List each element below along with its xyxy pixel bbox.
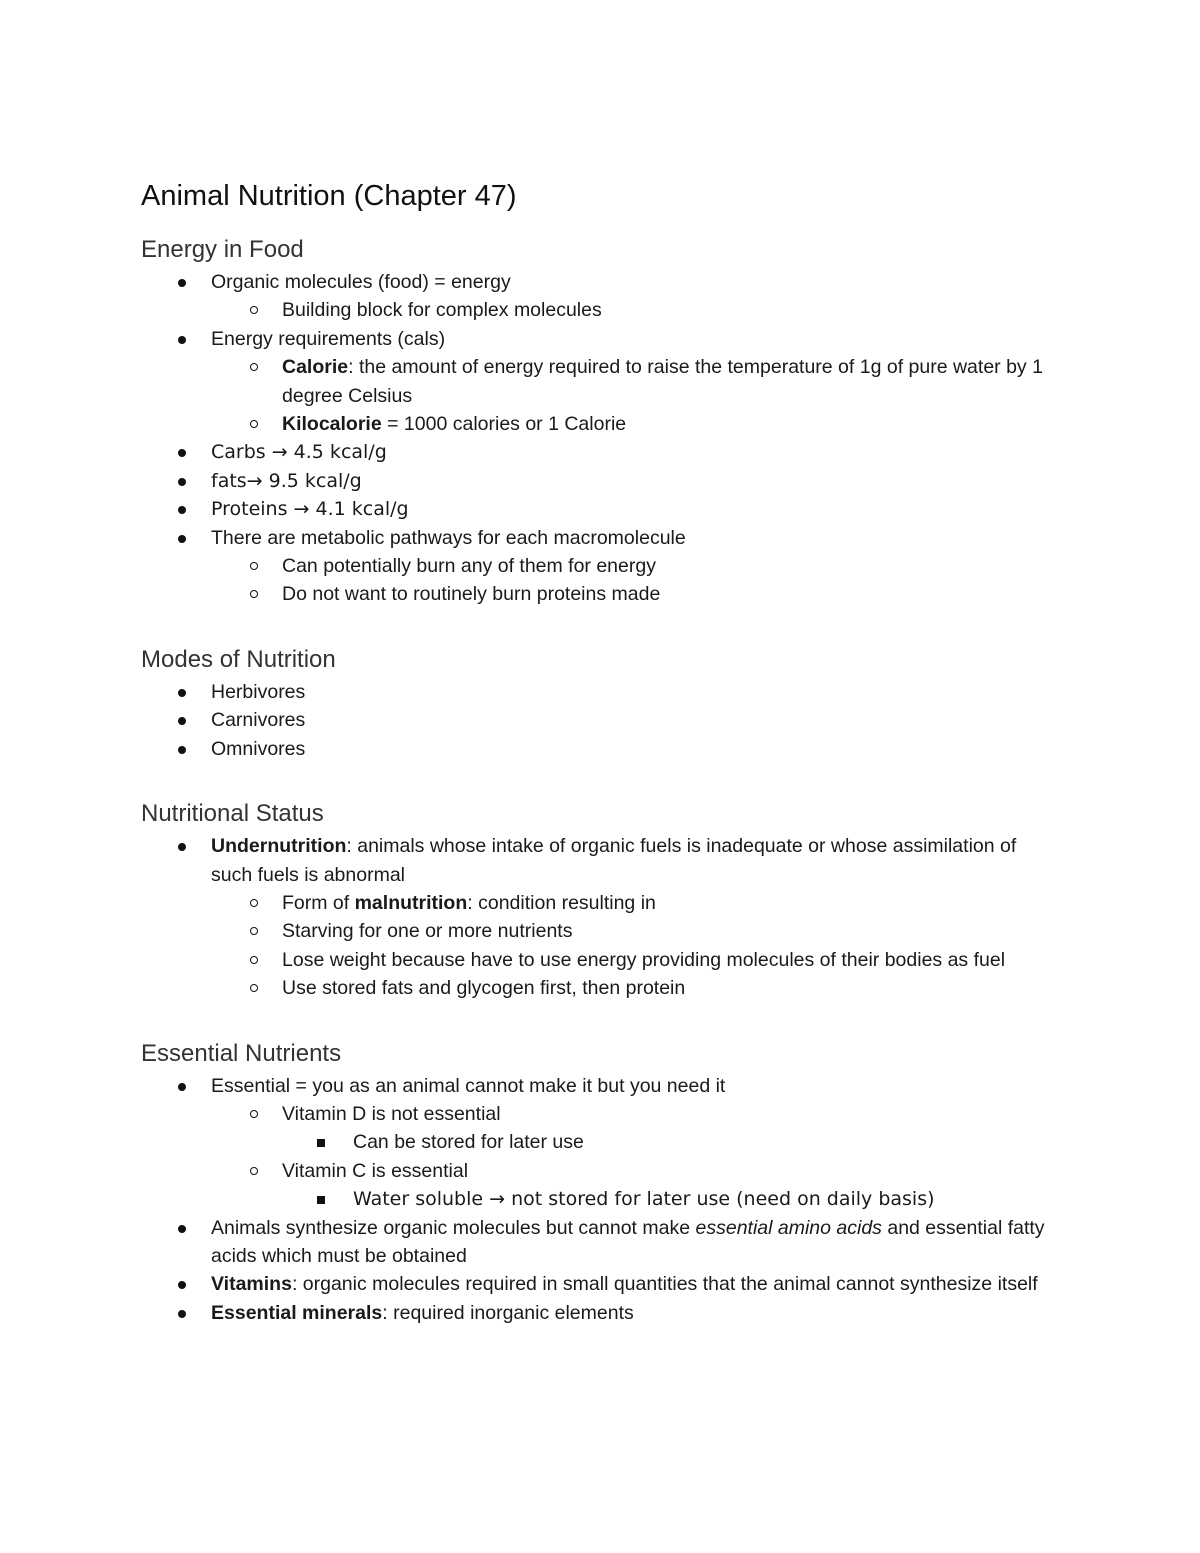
bullet-circle-icon	[250, 306, 258, 314]
bullet-circle-icon	[250, 420, 258, 428]
bullet-disc-icon	[178, 717, 186, 725]
heading-essential-nutrients: Essential Nutrients	[141, 1039, 342, 1067]
list-item: Kilocalorie = 1000 calories or 1 Calorie	[141, 410, 1051, 438]
list-status	[141, 832, 1051, 1002]
bullet-circle-icon	[250, 984, 258, 992]
list-item: Water soluble → not stored for later use (need on daily basis)	[141, 1185, 1051, 1213]
document-page	[141, 176, 1051, 1327]
list-item: Proteins → 4.1 kcal/g	[141, 495, 1051, 523]
list-item: Carnivores	[141, 706, 1051, 734]
list-item: Omnivores	[141, 735, 1051, 763]
bullet-disc-icon	[178, 1281, 186, 1289]
list-item: Organic molecules (food) = energy Building block for complex molecules	[141, 268, 1051, 325]
list-item: Starving for one or more nutrients	[141, 917, 1051, 945]
bullet-circle-icon	[250, 590, 258, 598]
term-essential-minerals: Essential minerals	[211, 1301, 383, 1324]
bullet-disc-icon	[178, 1083, 186, 1091]
list-item: Herbivores	[141, 678, 1051, 706]
bullet-circle-icon	[250, 899, 258, 907]
bullet-circle-icon	[250, 1167, 258, 1175]
list-energy	[141, 268, 1051, 609]
heading-nutritional-status: Nutritional Status	[141, 800, 324, 828]
list-item: Use stored fats and glycogen first, then protein	[141, 974, 1051, 1002]
list-item: Carbs → 4.5 kcal/g	[141, 438, 1051, 466]
bullet-circle-icon	[250, 956, 258, 964]
list-item: Form of malnutrition: condition resulting in	[141, 889, 1051, 917]
list-item: Building block for complex molecules	[141, 296, 1051, 324]
list-modes	[141, 678, 1051, 763]
list-item: Vitamin D is not essential Can be stored for later use	[141, 1100, 1051, 1157]
list-item: Essential = you as an animal cannot make it but you need it Vitamin D is not essential Can be stored for later use Vitamin C is essential Water soluble → not stored for later use (need on daily basis)	[141, 1072, 1051, 1214]
bullet-circle-icon	[250, 363, 258, 371]
term-kilocalorie: Kilocalorie	[282, 413, 382, 436]
bullet-disc-icon	[178, 279, 186, 287]
list-item: Vitamin C is essential Water soluble → not stored for later use (need on daily basis)	[141, 1157, 1051, 1214]
document-title: Animal Nutrition (Chapter 47)	[141, 180, 517, 212]
bullet-disc-icon	[178, 449, 186, 457]
list-item: Energy requirements (cals) Calorie: the amount of energy required to raise the temperature of 1g of pure water by 1 degree Celsius Kilocalorie = 1000 calories or 1 Calorie	[141, 325, 1051, 439]
list-item: Animals synthesize organic molecules but cannot make essential amino acids and essential fatty acids which must be obtained	[141, 1214, 1051, 1271]
bullet-square-icon	[317, 1139, 325, 1147]
bullet-disc-icon	[178, 689, 186, 697]
list-item: Vitamins: organic molecules required in small quantities that the animal cannot synthesize itself	[141, 1270, 1051, 1298]
bullet-circle-icon	[250, 562, 258, 570]
list-item: There are metabolic pathways for each macromolecule Can potentially burn any of them for energy Do not want to routinely burn proteins made	[141, 524, 1051, 609]
bullet-disc-icon	[178, 478, 186, 486]
list-item: Essential minerals: required inorganic elements	[141, 1299, 1051, 1327]
term-undernutrition: Undernutrition	[211, 835, 347, 858]
bullet-disc-icon	[178, 843, 186, 851]
bullet-disc-icon	[178, 506, 186, 514]
bullet-disc-icon	[178, 535, 186, 543]
term-malnutrition: malnutrition	[354, 891, 468, 914]
heading-modes-of-nutrition: Modes of Nutrition	[141, 645, 336, 673]
list-item: Undernutrition: animals whose intake of organic fuels is inadequate or whose assimilation of such fuels is abnormal Form of malnutrition: condition resulting in Starving for one or more nutrients Lose weight because have to use energy providing molecules of their bodies as fuel Use stored fats and glycogen first, then protein	[141, 832, 1051, 1002]
list-item: Calorie: the amount of energy required to raise the temperature of 1g of pure water by 1 degree Celsius	[141, 353, 1051, 410]
list-essential	[141, 1072, 1051, 1328]
bullet-disc-icon	[178, 1310, 186, 1318]
list-item: Lose weight because have to use energy providing molecules of their bodies as fuel	[141, 946, 1051, 974]
term-essential-amino-acids: essential amino acids	[695, 1216, 882, 1239]
list-item: Can be stored for later use	[141, 1128, 1051, 1156]
term-calorie: Calorie	[282, 356, 349, 379]
bullet-disc-icon	[178, 336, 186, 344]
list-item: Can potentially burn any of them for energy	[141, 552, 1051, 580]
list-item: Do not want to routinely burn proteins made	[141, 580, 1051, 608]
bullet-circle-icon	[250, 927, 258, 935]
bullet-circle-icon	[250, 1110, 258, 1118]
bullet-disc-icon	[178, 746, 186, 754]
heading-energy-in-food: Energy in Food	[141, 236, 304, 263]
list-item: fats→ 9.5 kcal/g	[141, 467, 1051, 495]
bullet-square-icon	[317, 1196, 325, 1204]
bullet-disc-icon	[178, 1225, 186, 1233]
term-vitamins: Vitamins	[211, 1273, 292, 1296]
